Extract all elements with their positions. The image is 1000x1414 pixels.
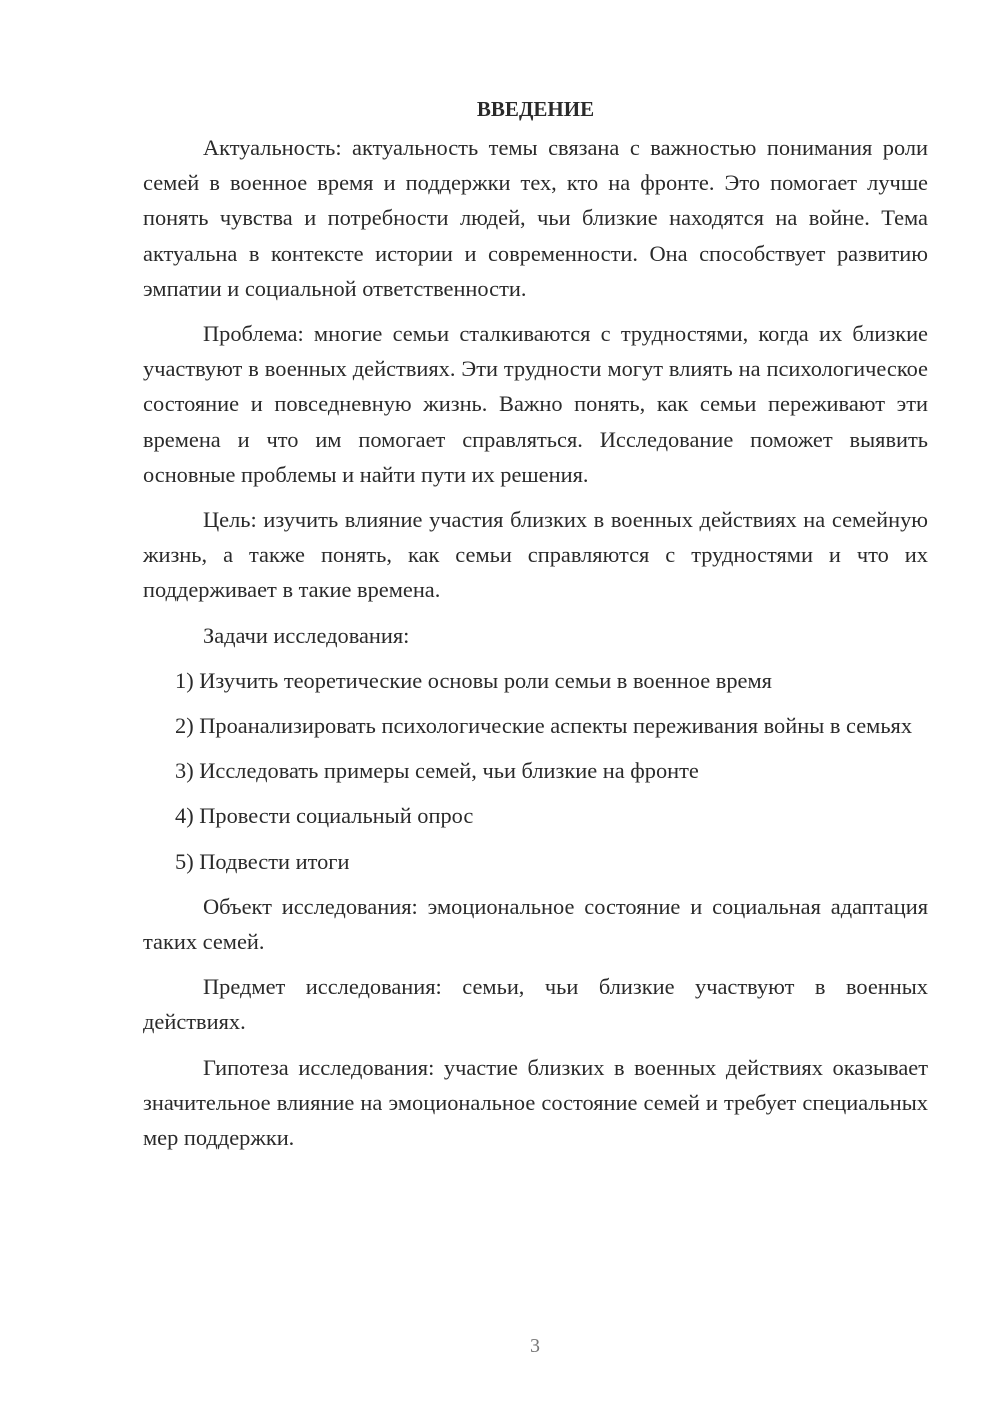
task-item-1: 1) Изучить теоретические основы роли семьи в военное время [175, 667, 772, 693]
page-content [143, 92, 928, 1165]
object-paragraph: Объект исследования: эмоциональное состояние и социальная адаптация таких семей. [143, 893, 928, 955]
task-item-2: 2) Проанализировать психологические аспекты переживания войны в семьях [175, 713, 913, 739]
goal-paragraph: Цель: изучить влияние участия близких в военных действиях на семейную жизнь, а также понять, как семьи справляются с трудностями и что их поддерживает в такие времена. [143, 507, 928, 603]
tasks-heading: Задачи исследования: [203, 622, 410, 648]
task-item-4: 4) Провести социальный опрос [175, 803, 474, 829]
relevance-paragraph: Актуальность: актуальность темы связана с важностью понимания роли семей в военное время и поддержки тех, кто на фронте. Это помогает лучше понять чувства и потребности людей, чьи близкие находятся на войне. Тема актуальна в контексте истории и современности. Она способствует развитию эмпатии и социальной ответственности. [143, 135, 928, 301]
task-item-3: 3) Исследовать примеры семей, чьи близкие на фронте [175, 758, 699, 784]
subject-paragraph: Предмет исследования: семьи, чьи близкие участвуют в военных действиях. [143, 974, 928, 1035]
task-item-5: 5) Подвести итоги [175, 848, 350, 874]
problem-paragraph: Проблема: многие семьи сталкиваются с трудностями, когда их близкие участвуют в военных действиях. Эти трудности могут влиять на психологическое состояние и повседневную жизнь. Важно понять, как семьи переживают эти времена и что им помогает справляться. Исследование поможет выявить основные проблемы и найти пути их решения. [143, 321, 928, 487]
page-number: 3 [530, 1335, 540, 1357]
section-title: ВВЕДЕНИЕ [476, 97, 595, 121]
hypothesis-paragraph: Гипотеза исследования: участие близких в военных действиях оказывает значительное влияние на эмоциональное состояние семей и требует специальных мер поддержки. [143, 1054, 928, 1151]
